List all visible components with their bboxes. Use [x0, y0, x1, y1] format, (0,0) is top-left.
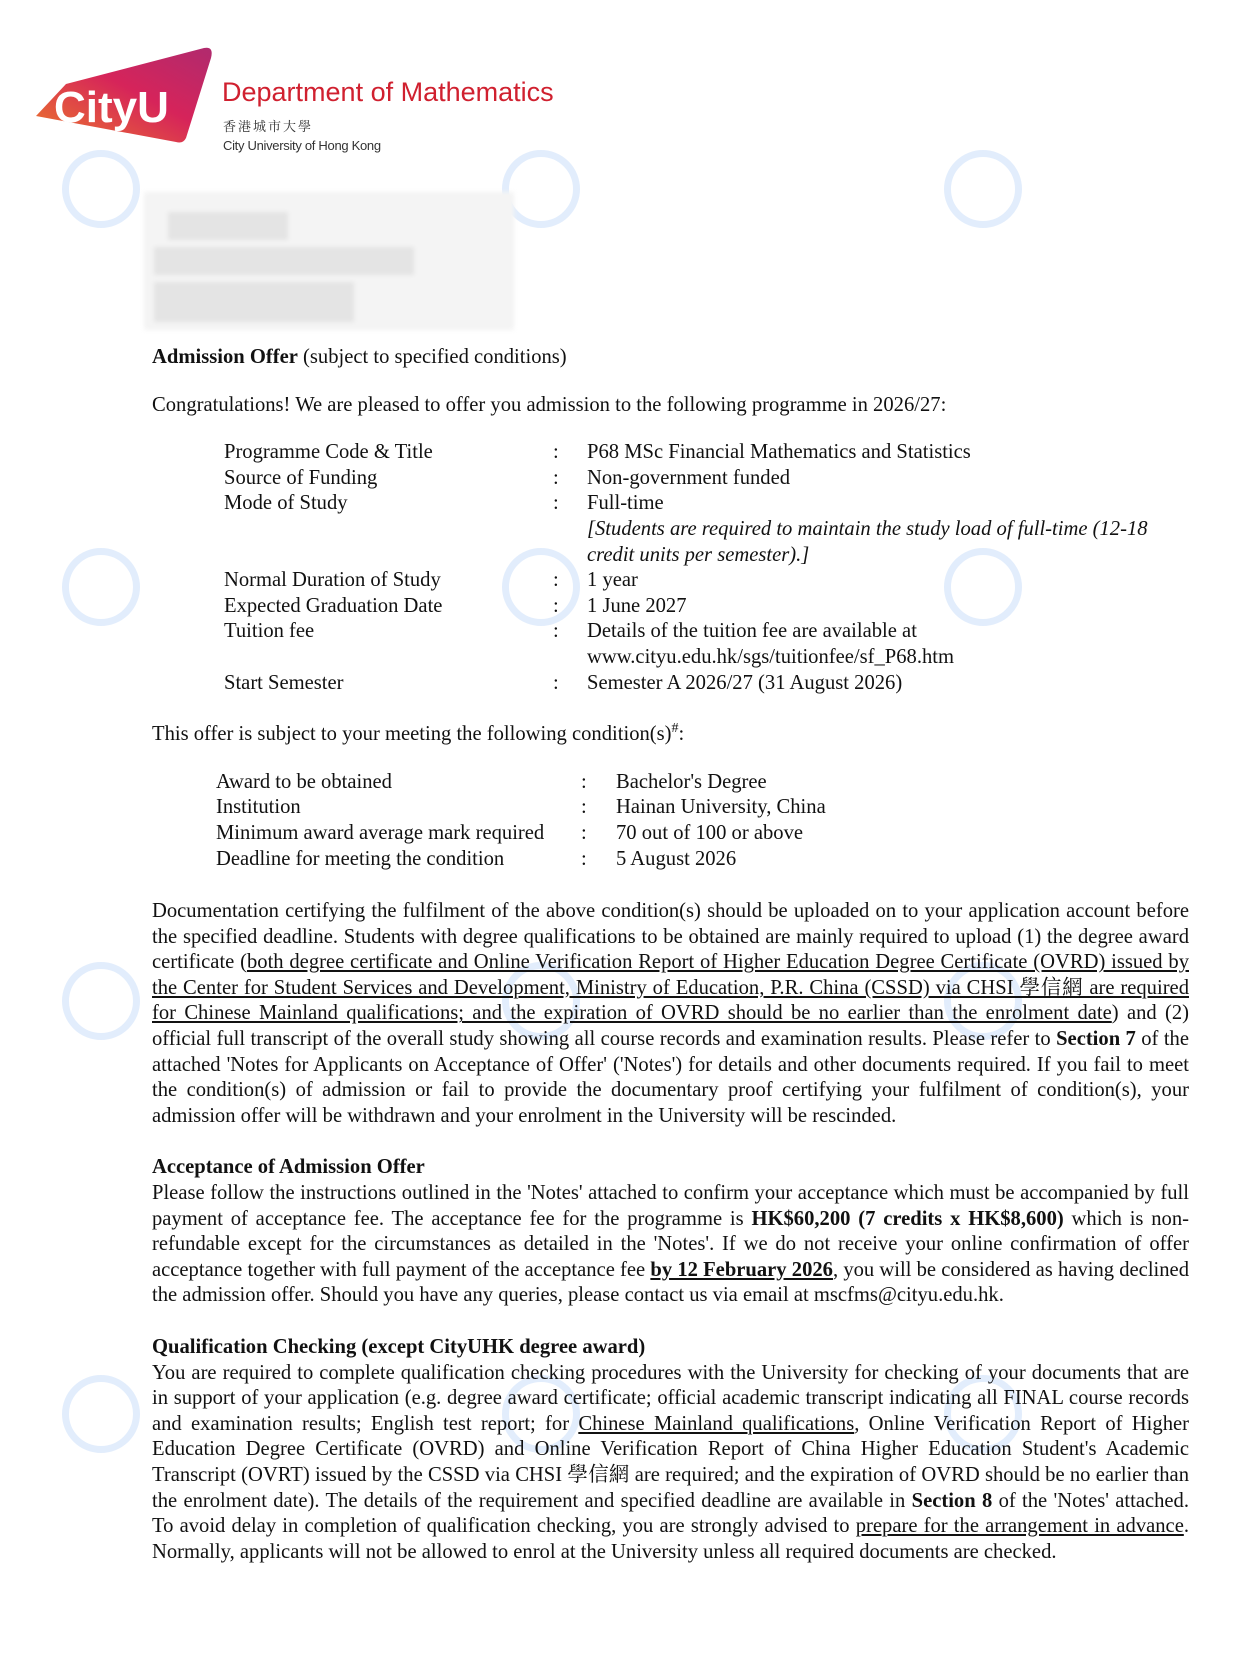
condition-value: 70 out of 100 or above	[616, 821, 804, 844]
colon: :	[553, 620, 559, 643]
detail-label: Expected Graduation Date	[224, 594, 443, 617]
text: , you will be considered as having declined the admission offer. Should you have any queries, please contact us via email at mscfms@cityu.edu.hk.	[152, 1258, 1189, 1307]
underlined-text: prepare for the arrangement in advance	[855, 1515, 1184, 1538]
detail-label: Start Semester	[224, 671, 344, 694]
detail-row	[152, 568, 1189, 594]
condition-value: Bachelor's Degree	[616, 770, 767, 793]
acceptance-fee: HK$60,200 (7 credits x HK$8,600)	[751, 1207, 1064, 1230]
watermark-icon	[62, 150, 140, 228]
section-ref: Section 7	[1056, 1028, 1136, 1051]
colon: :	[581, 796, 587, 819]
mode-value: Full-time	[587, 492, 664, 515]
detail-row	[152, 619, 1189, 670]
tuition-url: www.cityu.edu.hk/sgs/tuitionfee/sf_P68.htm	[587, 645, 955, 668]
detail-row	[152, 440, 1189, 466]
study-load-note: [Students are required to maintain the study load of full-time (12-18 credit units per semester).]	[587, 517, 1148, 566]
detail-value	[587, 491, 1189, 568]
section-ref: Section 8	[911, 1489, 993, 1512]
condition-row	[152, 821, 1189, 847]
university-name-chinese: 香港城市大學	[223, 120, 314, 135]
condition-row	[152, 795, 1189, 821]
conditions-intro-text: This offer is subject to your meeting the following condition(s)	[152, 723, 672, 746]
text: of the 'Notes' attached. To avoid delay in completion of qualification checking, you are strongly advised to	[152, 1489, 1189, 1538]
redacted-address-block	[144, 192, 514, 330]
detail-row	[152, 466, 1189, 492]
detail-value: 1 year	[587, 569, 638, 592]
colon: :	[581, 847, 587, 870]
offer-title	[152, 345, 1189, 371]
detail-label: Tuition fee	[224, 620, 315, 643]
detail-row	[152, 671, 1189, 697]
qualification-heading: Qualification Checking (except CityUHK degree award)	[152, 1336, 646, 1358]
detail-value: Semester A 2026/27 (31 August 2026)	[587, 671, 903, 694]
university-name-english: City University of Hong Kong	[223, 138, 381, 153]
conditions-intro-colon: :	[678, 723, 685, 746]
conditions-table	[152, 770, 1189, 872]
watermark-icon	[944, 150, 1022, 228]
programme-details	[152, 440, 1189, 696]
colon: :	[553, 441, 559, 464]
colon: :	[553, 671, 559, 694]
offer-title-bold: Admission Offer	[152, 346, 298, 368]
text: which is non-refundable except for the circumstances as detailed in the 'Notes'. If we do not receive your online confirmation of offer acceptance together with full payment of the acceptance fee	[152, 1207, 1189, 1281]
footnote-mark: #	[671, 721, 679, 737]
department-name: Department of Mathematics	[222, 77, 554, 107]
colon: :	[581, 821, 587, 844]
detail-value: 1 June 2027	[587, 594, 687, 617]
colon: :	[553, 569, 559, 592]
detail-value	[587, 619, 1189, 670]
documentation-paragraph	[152, 899, 1189, 1129]
condition-value: 5 August 2026	[616, 847, 737, 870]
condition-label: Institution	[216, 796, 301, 819]
detail-label: Programme Code & Title	[224, 441, 433, 464]
detail-value: Non-government funded	[587, 466, 791, 489]
detail-label: Normal Duration of Study	[224, 569, 441, 592]
intro-text: Congratulations! We are pleased to offer you admission to the following programme in 2026/27:	[152, 393, 947, 416]
detail-value: P68 MSc Financial Mathematics and Statistics	[587, 441, 971, 464]
conditions-intro	[152, 722, 1189, 748]
acceptance-heading: Acceptance of Admission Offer	[152, 1156, 425, 1179]
detail-row	[152, 491, 1189, 568]
detail-label: Source of Funding	[224, 466, 378, 489]
watermark-icon	[62, 962, 140, 1040]
colon: :	[581, 770, 587, 793]
letter-body	[152, 345, 1189, 1565]
text: . Normally, applicants will not be allowed to enrol at the University unless all required documents are checked.	[152, 1515, 1189, 1563]
acceptance-deadline: by 12 February 2026	[650, 1258, 833, 1281]
condition-label: Minimum award average mark required	[216, 821, 545, 844]
condition-value: Hainan University, China	[616, 796, 826, 819]
condition-label: Award to be obtained	[216, 770, 392, 793]
underlined-text: both degree certificate and Online Verification Report of Higher Education Degree Certificate (OVRD) issued by the Center for Student Services and Development, Ministry of Education, P.R. China (CSSD) via CHSI 學信網 are required for Chinese Mainland qualifications; and the expiration of OVRD should be no earlier than the enrolment date	[152, 951, 1189, 1025]
watermark-icon	[62, 548, 140, 626]
text: Documentation certifying the fulfilment of the above condition(s) should be uploaded on to your application account before the specified deadline. Students with degree qualifications to be obtained are mainly required to upload (1) the degree award certificate (	[152, 900, 1189, 974]
tuition-text: Details of the tuition fee are available at	[587, 620, 917, 643]
text: ) and (2) official full transcript of the overall study showing all course records and examination results. Please refer to	[152, 1002, 1189, 1051]
text: , Online Verification Report of Higher Education Degree Certificate (OVRD) and Online Verification Report of China Higher Education Student's Academic Transcript (OVRT) issued by the CSSD via CHSI 學信網 are required; and the expiration of OVRD should be no earlier than the enrolment date). The details of the requirement and specified deadline are available in	[152, 1412, 1189, 1512]
condition-row	[152, 770, 1189, 796]
text: You are required to complete qualification checking procedures with the University for checking of your documents that are in support of your application (e.g. degree award certificate; official academic transcript indicating all FINAL course records and examination results; English test report; for	[152, 1361, 1189, 1435]
colon: :	[553, 466, 559, 489]
detail-label: Mode of Study	[224, 492, 348, 515]
text: of the attached 'Notes for Applicants on Acceptance of Offer' ('Notes') for details and other documents required. If you fail to meet the condition(s) of admission or fail to provide the documentary proof certifying your fulfilment of condition(s), your admission offer will be withdrawn and your enrolment in the University will be rescinded.	[152, 1028, 1189, 1127]
acceptance-paragraph	[152, 1181, 1189, 1309]
underlined-text: Chinese Mainland qualifications	[578, 1412, 855, 1435]
detail-row	[152, 594, 1189, 620]
watermark-icon	[62, 1375, 140, 1453]
text: Please follow the instructions outlined in the 'Notes' attached to confirm your acceptance which must be accompanied by full payment of acceptance fee. The acceptance fee for the programme is	[152, 1182, 1189, 1230]
offer-title-rest: (subject to specified conditions)	[297, 346, 567, 368]
colon: :	[553, 492, 559, 515]
colon: :	[553, 594, 559, 617]
svg-text:CityU: CityU	[54, 83, 169, 132]
condition-row	[152, 847, 1189, 873]
qualification-paragraph	[152, 1361, 1189, 1566]
condition-label: Deadline for meeting the condition	[216, 847, 505, 870]
cityu-logo	[36, 46, 212, 144]
